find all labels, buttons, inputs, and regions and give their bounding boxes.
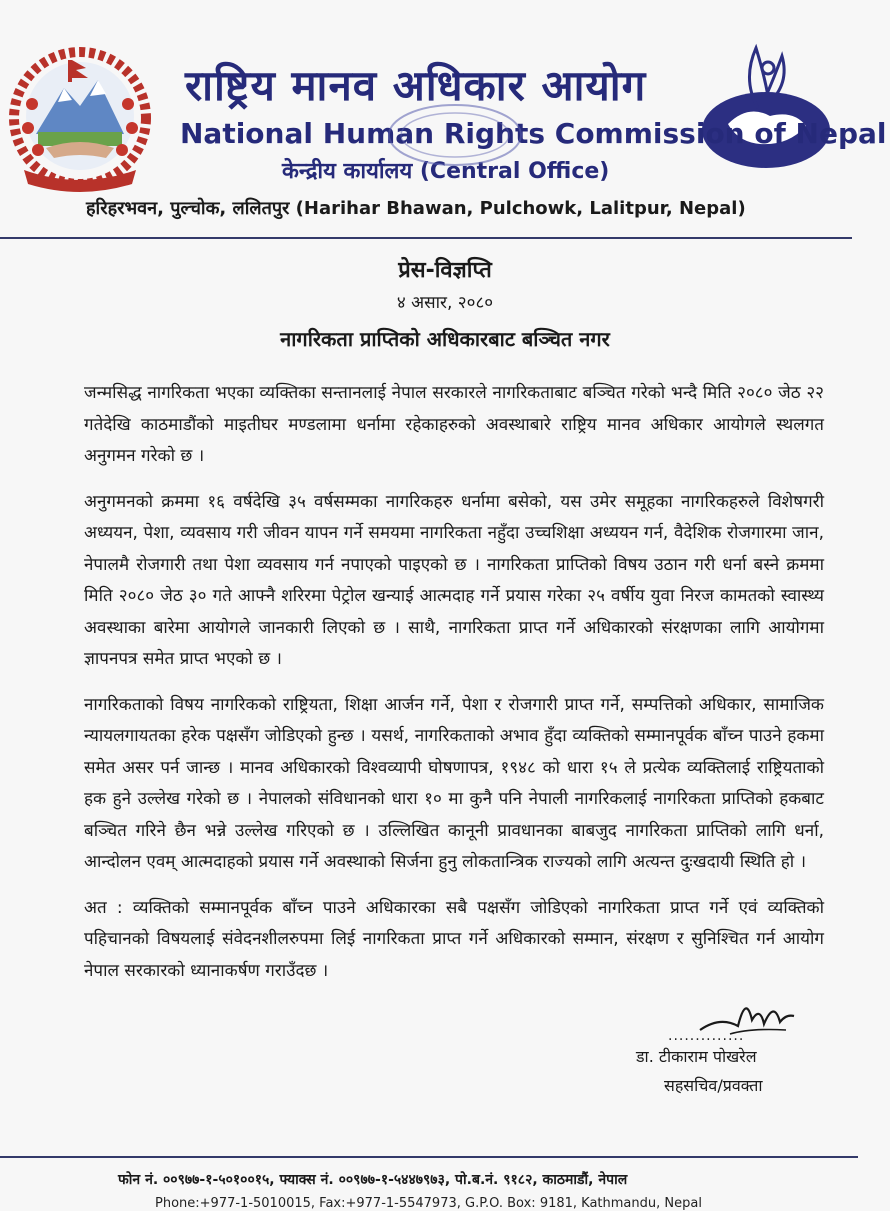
body-paragraph: अनुगमनको क्रममा १६ वर्षदेखि ३५ वर्षसम्मका नागरिकहरु धर्नामा बसेको, यस उमेर समूहका नागरिकहरुले विशेषगरी अध्ययन, पेशा, व्यवसाय गरी जीवन यापन गर्ने समयमा नागरिकता नहुँदा उच्चशिक्षा अध्ययन गर्न, वैदेशिक रोजगारमा जान, नेपालमै रोजगारी तथा पेशा व्यवसाय गर्न नपाएको पाइएको छ । नागरिकता प्राप्तिको विषय उठान गरी धर्ना बस्ने क्रममा मिति २०८० जेठ ३० गते आफ्नै शरिरमा पेट्रोल खन्याई आत्मदाह गर्ने प्रयास गरेका २५ वर्षीय युवा निरज कामतको स्वास्थ्य अवस्थाका बारेमा आयोगले जानकारी लिएको छ । साथै, नागरिकता प्राप्त गर्ने अधिकारको संरक्षणका लागि आयोगमा ज्ञापनपत्र समेत प्राप्त भएको छ । [84,491,824,669]
nepal-emblem-icon [6,44,154,194]
organization-name-english: National Human Rights Commission of Nepal [180,117,887,150]
nhrc-logo-icon [698,34,838,174]
office-name: केन्द्रीय कार्यालय (Central Office) [282,159,610,184]
signatory-title: सहसचिव/प्रवक्ता [664,1076,763,1095]
signatory-name: डा. टीकाराम पोखरेल [636,1047,757,1066]
office-stamp-icon [380,95,530,175]
office-address: हरिहरभवन, पुल्चोक, ललितपुर (Harihar Bhawan, Pulchowk, Lalitpur, Nepal) [86,198,746,219]
body-paragraph: जन्मसिद्ध नागरिकता भएका व्यक्तिका सन्तानलाई नेपाल सरकारले नागरिकताबाट बञ्चित गरेको भन्दै मिति २०८० जेठ २२ गतेदेखि काठमाडौंको माइतीघर मण्डलामा धर्नामा रहेकाहरुको अवस्थाबारे राष्ट्रिय मानव अधिकार आयोगले स्थलगत अनुगमन गरेको छ । [84,383,824,466]
organization-name-nepali: राष्ट्रिय मानव अधिकार आयोग [185,61,647,110]
notice-title: प्रेस-विज्ञप्ति [398,258,492,283]
notice-date: ४ असार, २०८० [396,293,494,313]
body-paragraph: अत : व्यक्तिको सम्मानपूर्वक बाँच्न पाउने अधिकारका सबै पक्षसँग जोडिएको नागरिकता प्राप्त गर्ने एवं व्यक्तिको पहिचानको विषयलाई संवेदनशीलरुपमा लिई नागरिकता प्राप्त गर्ने अधिकारको सम्मान, संरक्षण र सुनिश्चित गर्न आयोग नेपाल सरकारको ध्यानाकर्षण गराउँदछ । [84,897,824,981]
notice-body [84,378,824,1001]
header-divider [0,237,852,239]
body-paragraph: नागरिकताको विषय नागरिकको राष्ट्रियता, शिक्षा आर्जन गर्ने, पेशा र रोजगारी प्राप्त गर्ने, सम्पत्तिको अधिकार, सामाजिक न्यायलगायतका हरेक पक्षसँग जोडिएको हुन्छ । यसर्थ, नागरिकताको अभाव हुँदा व्यक्तिको सम्मानपूर्वक बाँच्न पाउने हकमा समेत असर पर्न जान्छ । मानव अधिकारको विश्वव्यापी घोषणापत्र, १९४८ को धारा १५ ले प्रत्येक व्यक्तिलाई राष्ट्रियताको हक हुने उल्लेख गरेको छ । नेपालको संविधानको धारा १० मा कुनै पनि नेपाली नागरिकलाई नागरिकता प्राप्तिको हकबाट बञ्चित गरिने छैन भन्ने उल्लेख गरिएको छ । उल्लिखित कानूनी प्रावधानका बाबजुद नागरिकता प्राप्तिको लागि धर्ना, आन्दोलन एवम् आत्मदाहको प्रयास गर्ने अवस्थाको सिर्जना हुनु लोकतान्त्रिक राज्यको लागि अत्यन्त दुःखदायी स्थिति हो । [84,694,824,872]
notice-subject: नागरिकता प्राप्तिको अधिकारबाट बञ्चित नगर [280,327,610,351]
footer-divider [0,1156,858,1158]
signature-line: .............. [668,1028,745,1044]
footer-contact-english: Phone:+977-1-5010015, Fax:+977-1-5547973, G.P.O. Box: 9181, Kathmandu, Nepal [155,1196,702,1211]
footer-contact-nepali: फोन नं. ००९७७-१-५०१००१५, फ्याक्स नं. ००९७७-१-५४४७९७३, पो.ब.नं. ९१८२, काठमाडौं, नेपाल [118,1172,628,1188]
